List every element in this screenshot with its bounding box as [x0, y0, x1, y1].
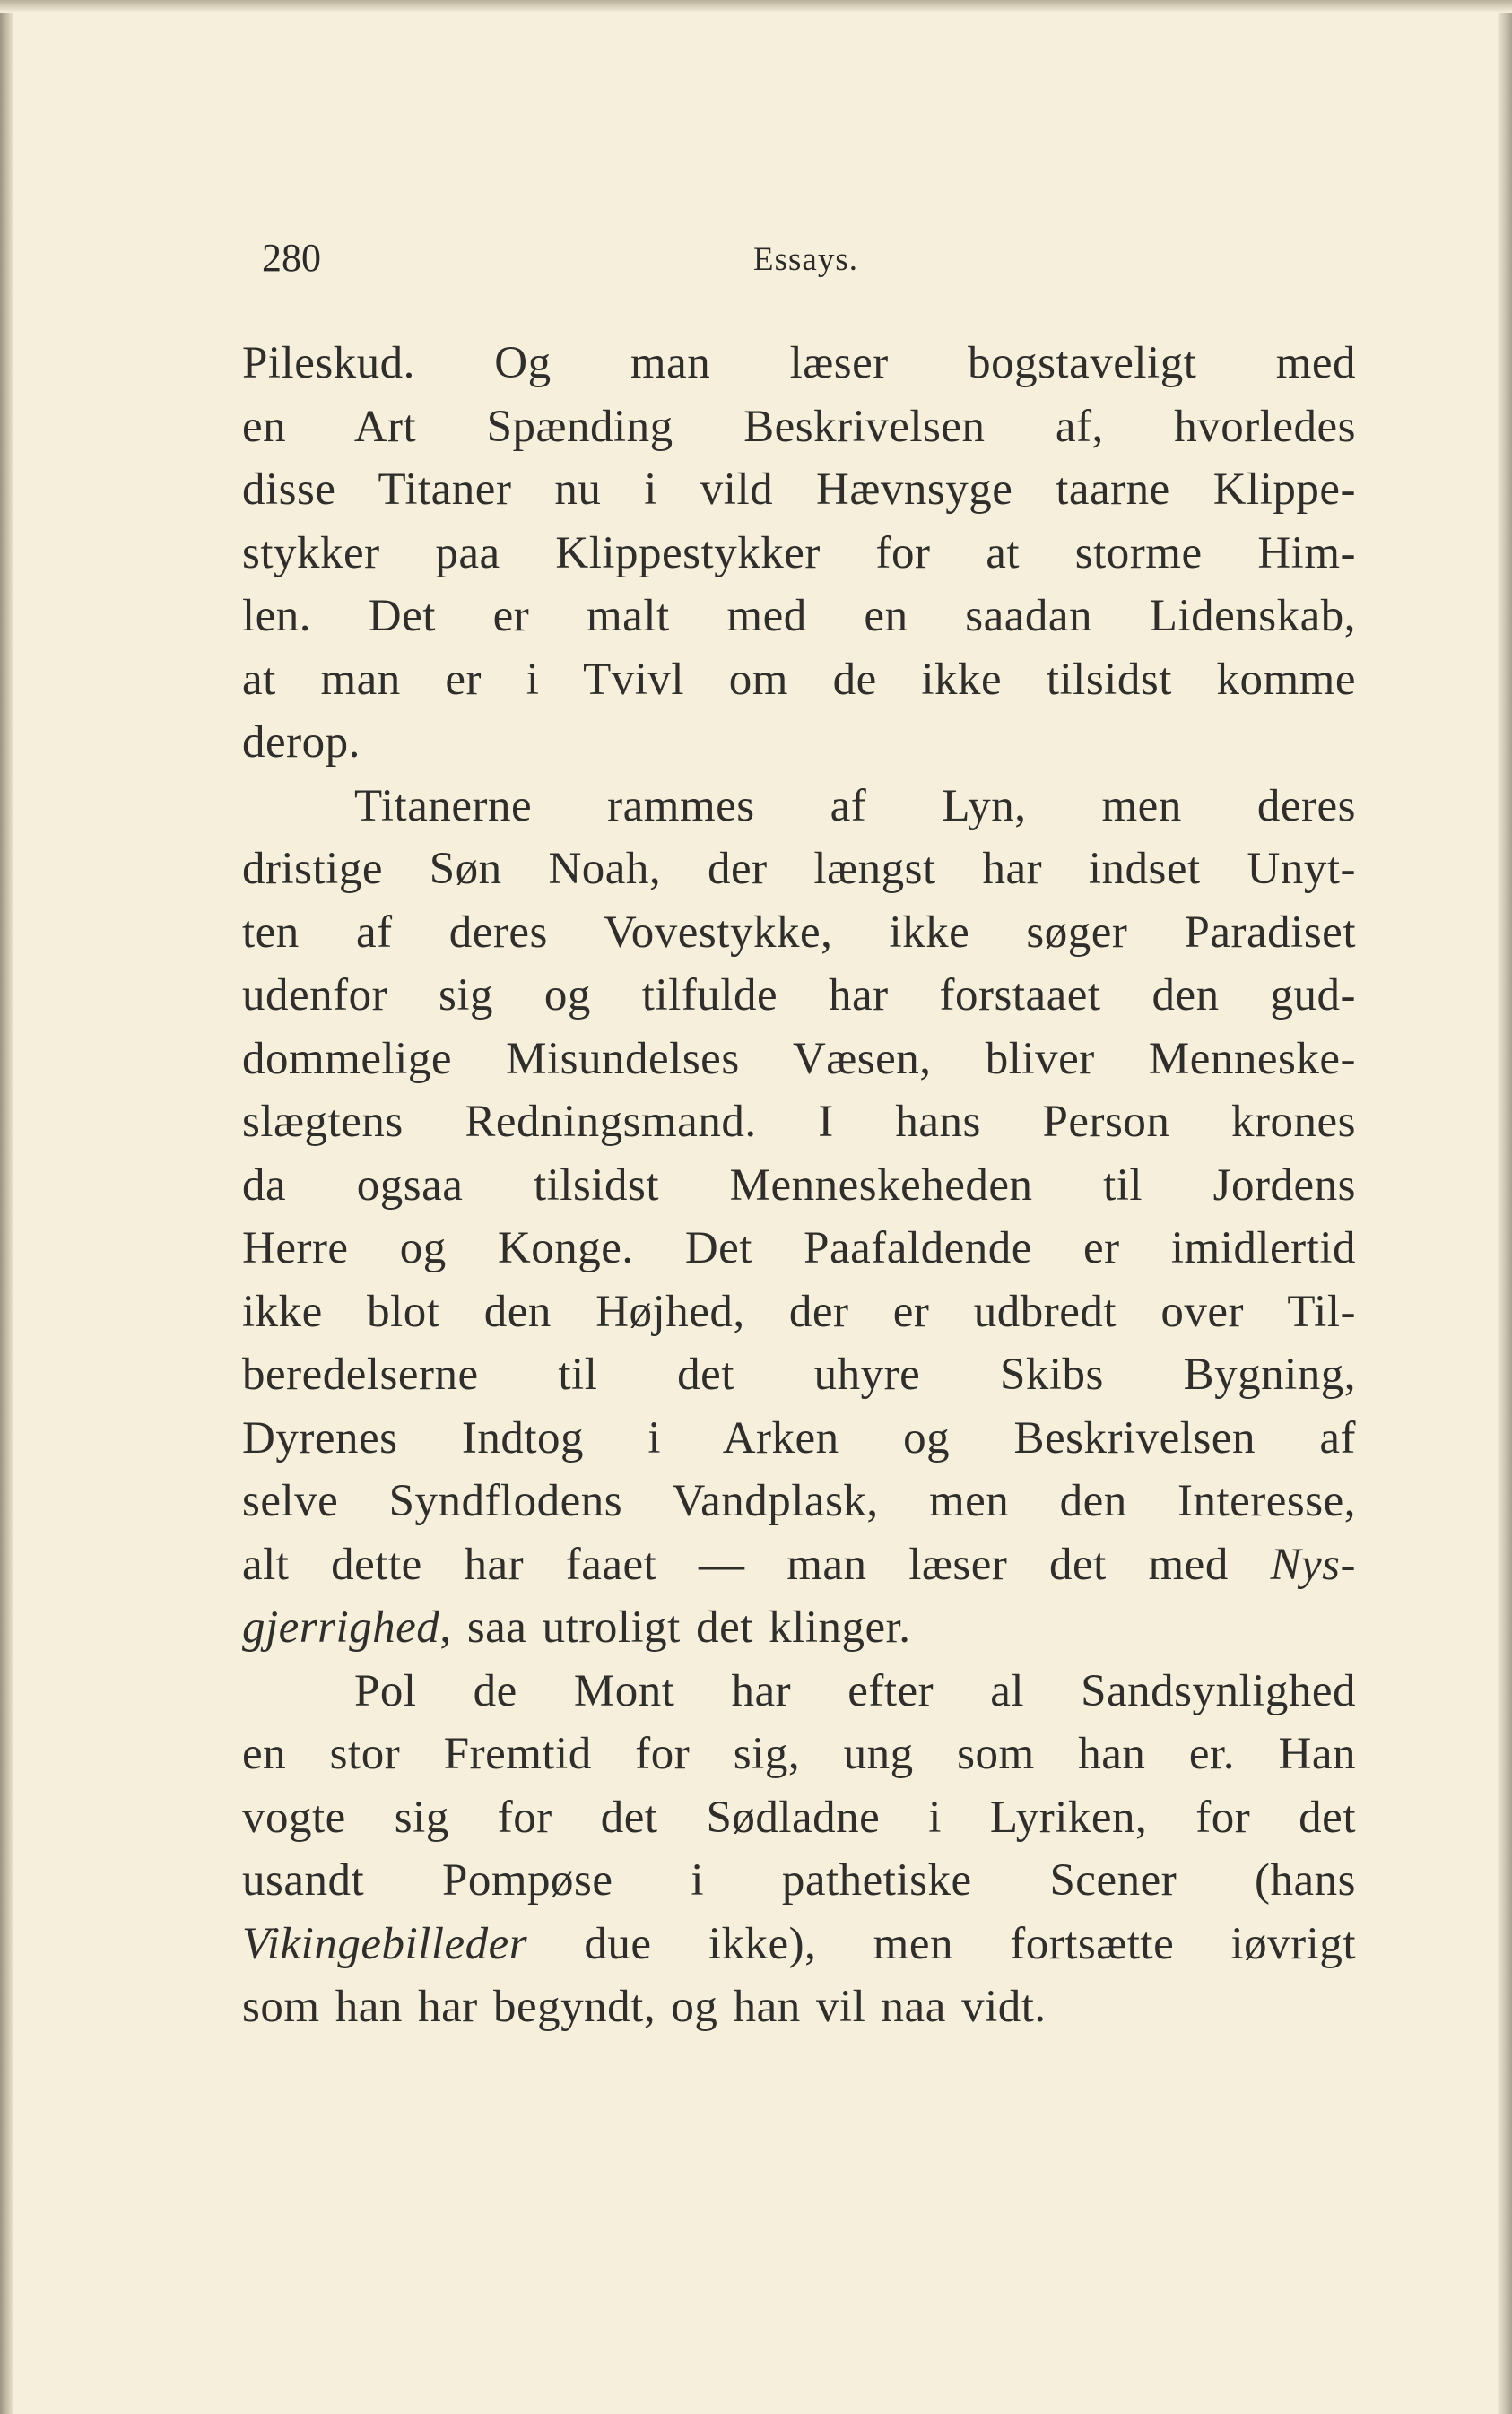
- text-line: dristige Søn Noah, der længst har indset Unyt-: [242, 844, 1356, 894]
- running-head: Essays.: [753, 241, 858, 278]
- text-line: usandt Pompøse i pathetiske Scener (hans: [242, 1855, 1356, 1906]
- italic-word: Nys-: [1270, 1539, 1356, 1590]
- text-line: udenfor sig og tilfulde har forstaaet den gud-: [242, 970, 1356, 1020]
- paragraph: [242, 332, 1356, 775]
- text-line: Titanerne rammes af Lyn, men deres: [354, 780, 1356, 831]
- page-number: 280: [262, 236, 321, 280]
- text-line: ten af deres Vovestykke, ikke søger Paradiset: [242, 907, 1356, 958]
- text-line: da ogsaa tilsidst Menneskeheden til Jordens: [242, 1159, 1356, 1211]
- text-line: Herre og Konge. Det Paafaldende er imidlertid: [242, 1223, 1356, 1273]
- text-line: at man er i Tvivl om de ikke tilsidst komme: [242, 654, 1356, 705]
- text-line: som han har begyndt, og han vil naa vidt.: [242, 1982, 1047, 2032]
- text-line: stykker paa Klippestykker for at storme Him-: [242, 527, 1356, 578]
- text-line: en Art Spænding Beskrivelsen af, hvorledes: [242, 401, 1356, 452]
- text-line: en stor Fremtid for sig, ung som han er. Han: [242, 1729, 1356, 1779]
- page-left-edge-shadow: [0, 0, 13, 2414]
- text-line: len. Det er malt med en saadan Lidenskab,: [242, 591, 1356, 641]
- text-line: ikke blot den Højhed, der er udbredt over Til-: [242, 1286, 1356, 1337]
- text-line: Vikingebilleder due ikke), men fortsætte iøvrigt: [242, 1918, 1356, 1969]
- text-line: beredelserne til det uhyre Skibs Bygning,: [242, 1350, 1356, 1400]
- text-line: vogte sig for det Sødladne i Lyriken, for det: [242, 1792, 1356, 1843]
- text-line: dommelige Misundelses Væsen, bliver Menneske-: [242, 1033, 1356, 1084]
- italic-word: gjerrighed: [242, 1602, 440, 1653]
- text-line: derop.: [242, 717, 361, 768]
- text-line: disse Titaner nu i vild Hævnsyge taarne Klippe-: [242, 465, 1356, 515]
- body-text: [242, 332, 1356, 2039]
- italic-word: Vikingebilleder: [242, 1918, 528, 1969]
- text-line: Pol de Mont har efter al Sandsynlighed: [354, 1665, 1356, 1716]
- text-line: Pileskud. Og man læser bogstaveligt med: [242, 338, 1356, 388]
- page-header: [242, 235, 1372, 289]
- text-line: Dyrenes Indtog i Arken og Beskrivelsen af: [242, 1412, 1356, 1463]
- paragraph: [242, 775, 1356, 1660]
- text-line: alt dette har faaet — man læser det med Nys-: [242, 1539, 1356, 1590]
- paragraph: [242, 1660, 1356, 2039]
- page-top-edge-shadow: [0, 0, 1512, 13]
- text-line: selve Syndflodens Vandplask, men den Interesse,: [242, 1476, 1356, 1526]
- text-line: gjerrighed, saa utroligt det klinger.: [242, 1602, 911, 1653]
- text-line: slægtens Redningsmand. I hans Person krones: [242, 1097, 1356, 1147]
- page-right-edge-shadow: [1498, 0, 1512, 2414]
